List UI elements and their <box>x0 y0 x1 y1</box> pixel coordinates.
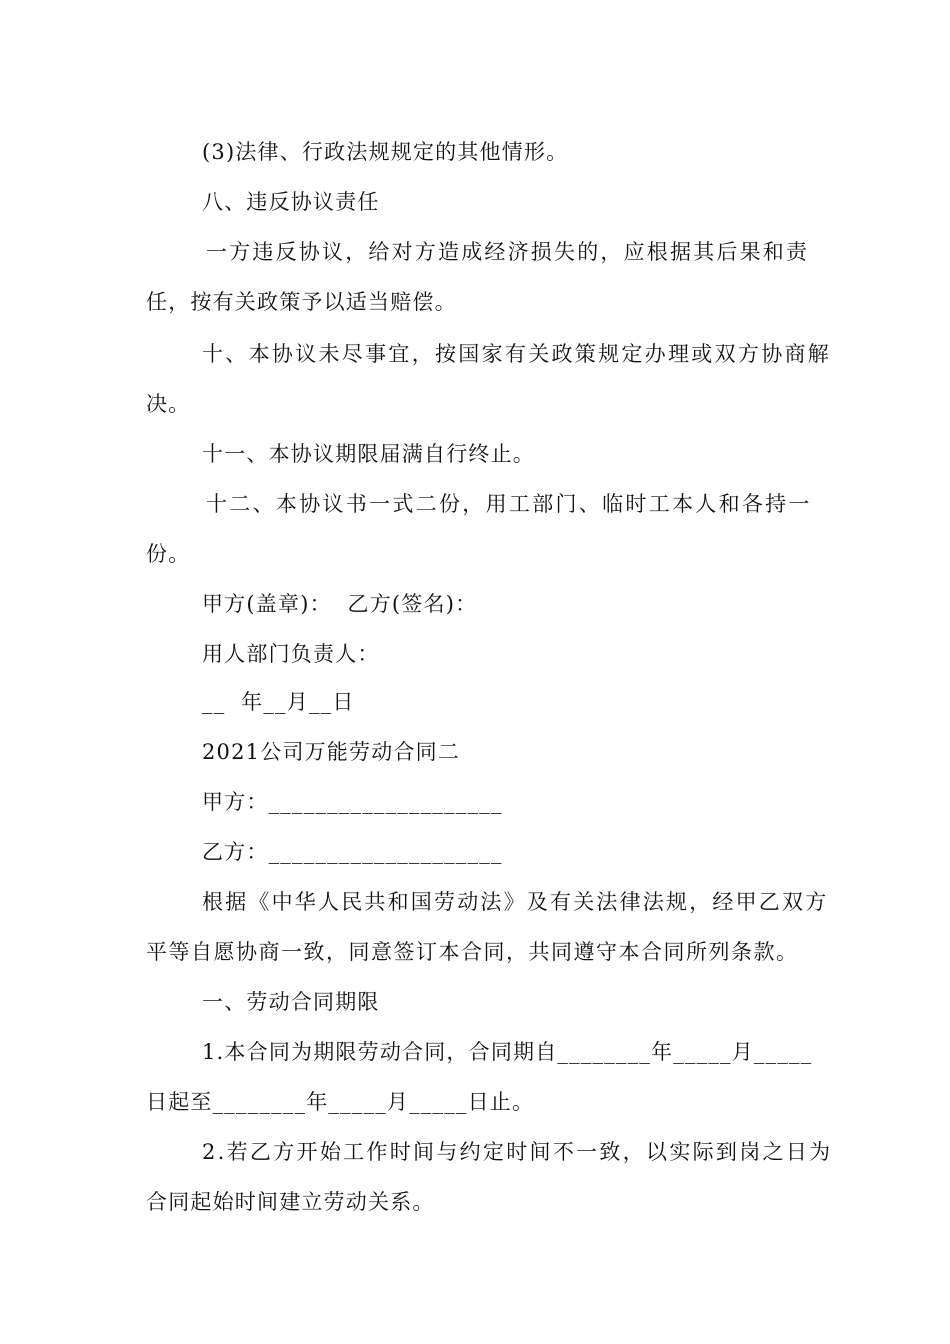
text-line-start-date-2: 合同起始时间建立劳动关系。 <box>146 1190 435 1214</box>
text-line-breach-2: 任，按有关政策予以适当赔偿。 <box>146 290 457 314</box>
text-line-unresolved-1: 十、本协议未尽事宜，按国家有关政策规定办理或双方协商解 <box>202 342 832 366</box>
text-line-unresolved-2: 决。 <box>146 392 191 416</box>
text-line-other-circumstances: (3)法律、行政法规规定的其他情形。 <box>202 140 569 164</box>
section-heading-contract-term: 一、劳动合同期限 <box>202 990 380 1014</box>
signature-line-parties: 甲方(盖章)： 乙方(签名)： <box>202 592 478 616</box>
text-line-preamble-2: 平等自愿协商一致，同意签订本合同，共同遵守本合同所列条款。 <box>146 940 799 964</box>
section-heading-breach-liability: 八、违反协议责任 <box>202 190 380 214</box>
text-line-copies-1: 十二、本协议书一式二份，用工部门、临时工本人和各持一 <box>206 492 812 516</box>
text-line-term-2: 日起至________年_____月_____日止。 <box>146 1090 535 1114</box>
text-line-term-expiry: 十一、本协议期限届满自行终止。 <box>202 442 535 466</box>
text-line-term-1: 1.本合同为期限劳动合同，合同期自________年_____月_____ <box>202 1040 813 1064</box>
text-line-breach-1: 一方违反协议，给对方造成经济损失的，应根据其后果和责 <box>206 240 810 264</box>
text-line-start-date-1: 2.若乙方开始工作时间与约定时间不一致，以实际到岗之日为 <box>202 1140 833 1164</box>
date-line: __ 年__月__日 <box>202 690 355 714</box>
signature-line-department-head: 用人部门负责人： <box>202 642 380 666</box>
text-line-preamble-1: 根据《中华人民共和国劳动法》及有关法律法规，经甲乙双方 <box>202 890 829 914</box>
party-b-field: 乙方：____________________ <box>202 840 503 864</box>
text-line-copies-2: 份。 <box>146 542 191 566</box>
party-a-field: 甲方：____________________ <box>202 790 503 814</box>
contract-title: 2021公司万能劳动合同二 <box>202 740 461 764</box>
